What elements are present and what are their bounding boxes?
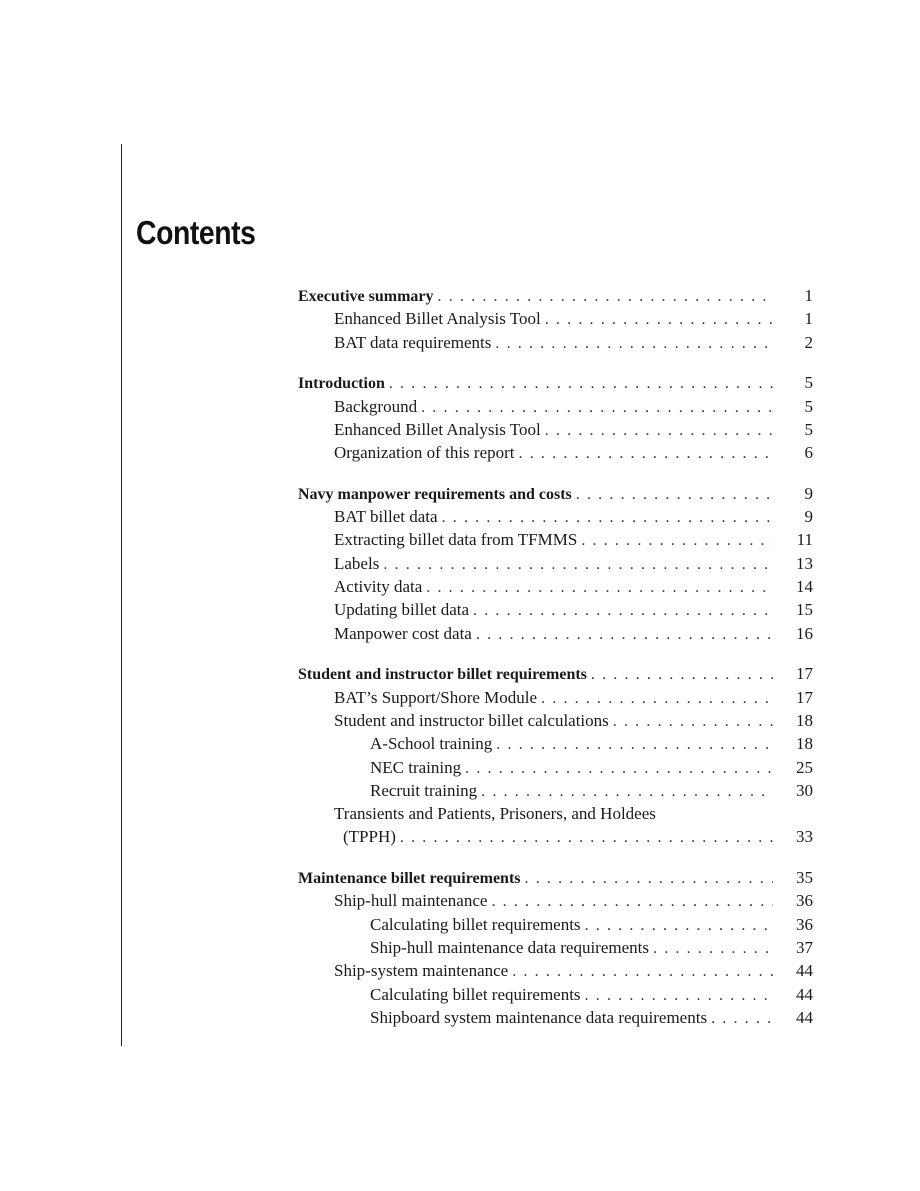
toc-entry-page-number: 11 [796, 530, 813, 550]
dot-leader [576, 483, 773, 506]
dot-leader [491, 890, 773, 913]
dot-leader [613, 710, 773, 733]
dot-leader [585, 984, 773, 1007]
toc-entry-label: Calculating billet requirements [370, 914, 581, 934]
toc-entry-page-number: 35 [796, 868, 813, 888]
toc-entry[interactable] [298, 662, 813, 685]
toc-entry-label: Shipboard system maintenance data requirements [370, 1007, 708, 1027]
toc-entry[interactable] [298, 371, 813, 394]
toc-entry[interactable] [298, 528, 813, 551]
toc-entry[interactable] [298, 756, 813, 779]
toc-entry-label: Ship-hull maintenance [334, 891, 488, 911]
toc-entry-label: Labels [334, 553, 380, 573]
toc-entry-label: Student and instructor billet requirements [298, 666, 587, 684]
toc-entry[interactable] [298, 482, 813, 505]
dot-leader [591, 663, 773, 686]
toc-entry-label: Updating billet data [334, 600, 470, 620]
toc-entry-page-number: 1 [804, 309, 813, 329]
toc-entry[interactable] [298, 575, 813, 598]
toc-entry[interactable] [298, 889, 813, 912]
toc-entry-label: BAT billet data [334, 507, 438, 527]
toc-entry-page-number: 18 [796, 734, 813, 754]
toc-entry-page-number: 13 [796, 553, 813, 573]
toc-entry-page-number: 5 [804, 396, 813, 416]
toc-entry-label: Extracting billet data from TFMMS [334, 530, 578, 550]
toc-entry-page-number: 30 [796, 780, 813, 800]
dot-leader [495, 332, 773, 355]
margin-rule [121, 144, 122, 1046]
toc-entry-label: Manpower cost data [334, 623, 472, 643]
toc-entry[interactable] [298, 331, 813, 354]
toc-entry-page-number: 5 [804, 419, 813, 439]
toc-entry[interactable] [298, 418, 813, 441]
toc-entry[interactable] [298, 936, 813, 959]
dot-leader [473, 599, 773, 622]
dot-leader [711, 1007, 773, 1030]
toc-entry-label: A-School training [370, 734, 493, 754]
toc-entry-page-number: 2 [804, 332, 813, 352]
toc-entry-page-number: 25 [796, 757, 813, 777]
toc-entry[interactable] [298, 825, 813, 848]
toc-entry-label: Activity data [334, 577, 423, 597]
dot-leader [653, 937, 773, 960]
toc-entry-label: Recruit training [370, 780, 478, 800]
page-title: Contents [136, 214, 256, 251]
dot-leader [421, 396, 773, 419]
toc-entry-page-number: 33 [796, 827, 813, 847]
dot-leader [525, 867, 774, 890]
dot-leader [442, 506, 773, 529]
toc-entry-label: Ship-system maintenance [334, 961, 509, 981]
toc-entry[interactable] [298, 802, 813, 825]
toc-entry-page-number: 9 [804, 483, 813, 503]
toc-entry-page-number: 15 [796, 600, 813, 620]
toc-entry[interactable] [298, 686, 813, 709]
toc-entry-page-number: 44 [796, 1007, 813, 1027]
table-of-contents [298, 284, 813, 1029]
toc-entry-label: BAT’s Support/Shore Module [334, 687, 538, 707]
toc-entry[interactable] [298, 622, 813, 645]
toc-entry-page-number: 6 [804, 443, 813, 463]
toc-entry-label: Enhanced Billet Analysis Tool [334, 419, 541, 439]
toc-entry-page-number: 1 [804, 286, 813, 305]
toc-entry[interactable] [298, 913, 813, 936]
toc-entry[interactable] [298, 598, 813, 621]
toc-entry-page-number: 5 [804, 373, 813, 393]
toc-entry-label: BAT data requirements [334, 332, 492, 352]
dot-leader [545, 419, 773, 442]
toc-entry[interactable] [298, 959, 813, 982]
toc-entry-label: Enhanced Billet Analysis Tool [334, 309, 541, 329]
dot-leader [426, 576, 773, 599]
dot-leader [438, 285, 773, 308]
dot-leader [581, 529, 773, 552]
dot-leader [512, 960, 773, 983]
toc-entry-label: Executive summary [298, 288, 434, 305]
toc-entry-page-number: 18 [796, 710, 813, 730]
toc-entry-label: NEC training [370, 757, 462, 777]
toc-entry-label: Ship-hull maintenance data requirements [370, 937, 649, 957]
toc-entry-page-number: 36 [796, 891, 813, 911]
toc-entry-label: Transients and Patients, Prisoners, and Holdees [334, 804, 656, 824]
dot-leader [541, 687, 773, 710]
toc-entry[interactable] [298, 1006, 813, 1029]
toc-entry[interactable] [298, 284, 813, 307]
toc-entry[interactable] [298, 709, 813, 732]
toc-entry-label: Calculating billet requirements [370, 984, 581, 1004]
toc-entry[interactable] [298, 307, 813, 330]
dot-leader [400, 826, 773, 849]
dot-leader [585, 914, 773, 937]
toc-entry-page-number: 9 [804, 507, 813, 527]
toc-entry-page-number: 17 [796, 664, 813, 684]
toc-entry[interactable] [298, 441, 813, 464]
dot-leader [476, 623, 773, 646]
toc-entry[interactable] [298, 732, 813, 755]
toc-entry-page-number: 36 [796, 914, 813, 934]
toc-entry-label: Introduction [298, 375, 385, 393]
dot-leader [496, 733, 773, 756]
dot-leader [383, 553, 773, 576]
toc-entry[interactable] [298, 395, 813, 418]
toc-entry-label: (TPPH) [343, 827, 396, 847]
toc-entry[interactable] [298, 779, 813, 802]
dot-leader [519, 442, 773, 465]
toc-entry-page-number: 37 [796, 937, 813, 957]
toc-entry-label: Student and instructor billet calculations [334, 710, 609, 730]
toc-entry-label: Maintenance billet requirements [298, 870, 521, 888]
toc-entry[interactable] [298, 866, 813, 889]
dot-leader [545, 308, 773, 331]
toc-entry[interactable] [298, 983, 813, 1006]
toc-entry[interactable] [298, 552, 813, 575]
toc-entry-label: Navy manpower requirements and costs [298, 485, 572, 503]
toc-entry-page-number: 14 [796, 577, 813, 597]
dot-leader [389, 372, 773, 395]
toc-entry-page-number: 44 [796, 984, 813, 1004]
toc-entry[interactable] [298, 505, 813, 528]
toc-entry-page-number: 17 [796, 687, 813, 707]
dot-leader [465, 757, 773, 780]
dot-leader [481, 780, 773, 803]
toc-entry-label: Background [334, 396, 418, 416]
toc-entry-page-number: 44 [796, 961, 813, 981]
toc-entry-label: Organization of this report [334, 443, 515, 463]
toc-entry-page-number: 16 [796, 623, 813, 643]
